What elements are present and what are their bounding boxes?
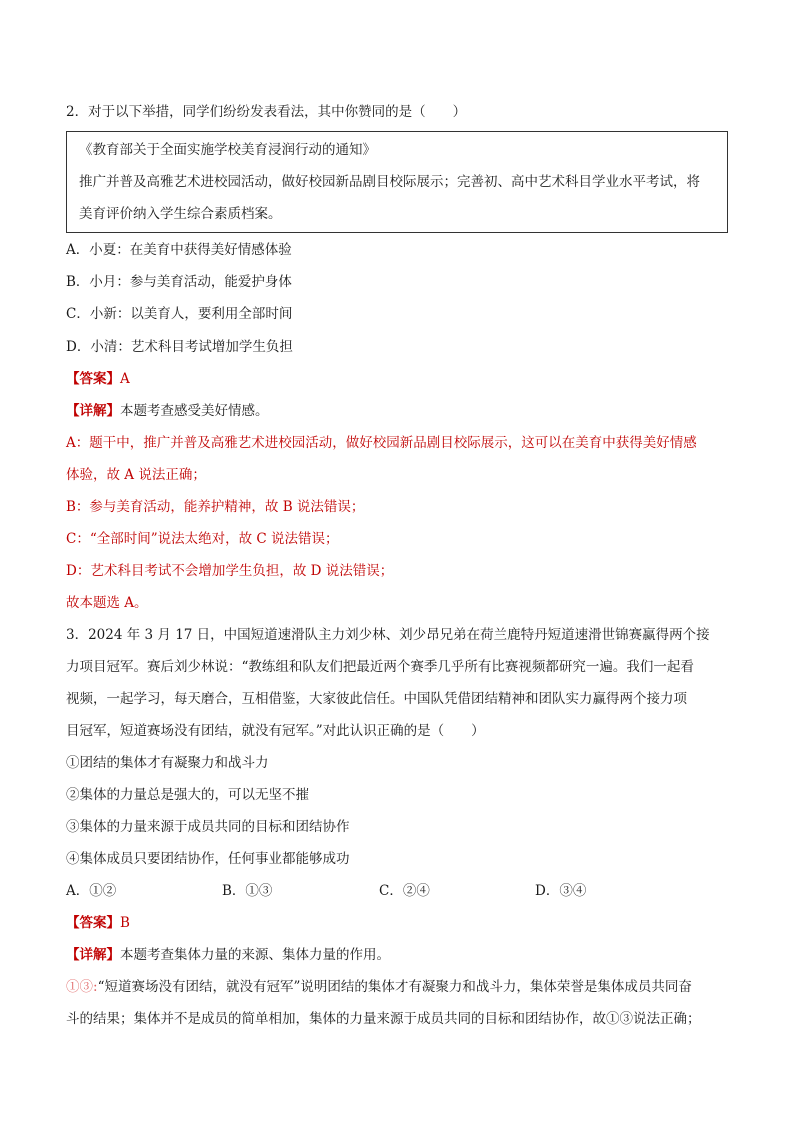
q2-explain-a-cont: 体验，故 A 说法正确； xyxy=(66,467,206,483)
q3-detail-intro: 本题考查集体力量的来源、集体力量的作用。 xyxy=(120,947,390,963)
q2-material-title: 《教育部关于全面实施学校美育浸润行动的通知》 xyxy=(79,142,376,158)
q3-answer xyxy=(66,913,130,933)
q2-option-b: B．小月：参与美育活动，能爱护身体 xyxy=(66,274,292,290)
q2-detail xyxy=(66,401,269,421)
q3-explain-line-2: 斗的结果；集体并不是成员的简单相加，集体的力量来源于成员共同的目标和团结协作，故①③说法正确； xyxy=(66,1011,701,1027)
q3-stem-line-3: 视频，一起学习，每天磨合，互相借鉴，大家彼此信任。中国队凭借团结精神和团队实力赢得两个接力项 xyxy=(66,691,687,707)
q2-option-d: D．小清：艺术科目考试增加学生负担 xyxy=(66,339,293,355)
q3-statement-4: ④集体成员只要团结协作，任何事业都能够成功 xyxy=(66,851,350,867)
q3-stem-line-4: 目冠军，短道赛场没有团结，就没有冠军。”对此认识正确的是（ ） xyxy=(66,723,485,739)
q2-detail-intro: 本题考查感受美好情感。 xyxy=(120,403,269,419)
q3-statement-1: ①团结的集体才有凝聚力和战斗力 xyxy=(66,755,269,771)
q3-statement-3: ③集体的力量来源于成员共同的目标和团结协作 xyxy=(66,819,350,835)
q2-answer-value: A xyxy=(120,371,130,387)
q3-choice-c: C．②④ xyxy=(379,883,430,899)
q2-answer xyxy=(66,369,130,389)
q2-conclusion: 故本题选 A。 xyxy=(66,595,148,611)
q3-answer-value: B xyxy=(120,915,130,931)
q3-explain-line-1-rest: “短道赛场没有团结，就没有冠军”说明团结的集体才有凝聚力和战斗力，集体荣誉是集体成员共同奋 xyxy=(97,979,692,995)
q3-detail xyxy=(66,945,390,965)
q2-option-a: A．小夏：在美育中获得美好情感体验 xyxy=(66,242,292,258)
q2-detail-tag: 【详解】 xyxy=(66,403,120,419)
q2-explain-c: C：“全部时间”说法太绝对，故 C 说法错误； xyxy=(66,531,339,547)
q2-answer-tag: 【答案】 xyxy=(66,371,120,387)
q3-statement-2: ②集体的力量总是强大的，可以无坚不摧 xyxy=(66,787,309,803)
q3-stem-line-2: 力项目冠军。赛后刘少林说：“教练组和队友们把最近两个赛季几乎所有比赛视频都研究一遍。我们一起看 xyxy=(66,659,694,675)
q3-detail-tag: 【详解】 xyxy=(66,947,120,963)
q3-explain-lead: ①③: xyxy=(66,979,98,995)
q3-stem-line-1: 3．2024 年 3 月 17 日，中国短道速滑队主力刘少林、刘少昂兄弟在荷兰鹿特丹短道速滑世锦赛赢得两个接 xyxy=(66,627,710,643)
q2-explain-a: A：题干中，推广并普及高雅艺术进校园活动，做好校园新品剧目校际展示，这可以在美育中获得美好情感 xyxy=(66,435,697,451)
q2-explain-b: B：参与美育活动，能养护精神，故 B 说法错误； xyxy=(66,499,365,515)
q3-choice-a: A．①② xyxy=(66,883,117,899)
q2-material-box xyxy=(66,131,728,233)
q2-material-line-2: 美育评价纳入学生综合素质档案。 xyxy=(79,206,282,222)
q2-material-line-1: 推广并普及高雅艺术进校园活动，做好校园新品剧目校际展示；完善初、高中艺术科目学业水平考试，将 xyxy=(79,174,700,190)
q2-option-c: C．小新：以美育人，要利用全部时间 xyxy=(66,306,293,322)
q2-explain-d: D：艺术科目考试不会增加学生负担，故 D 说法错误； xyxy=(66,563,394,579)
q3-choice-b: B．①③ xyxy=(222,883,273,899)
q3-choice-d: D．③④ xyxy=(535,883,587,899)
q3-explain-line-1 xyxy=(66,977,692,997)
q2-stem: 2．对于以下举措，同学们纷纷发表看法，其中你赞同的是（ ） xyxy=(66,104,467,120)
q3-answer-tag: 【答案】 xyxy=(66,915,120,931)
